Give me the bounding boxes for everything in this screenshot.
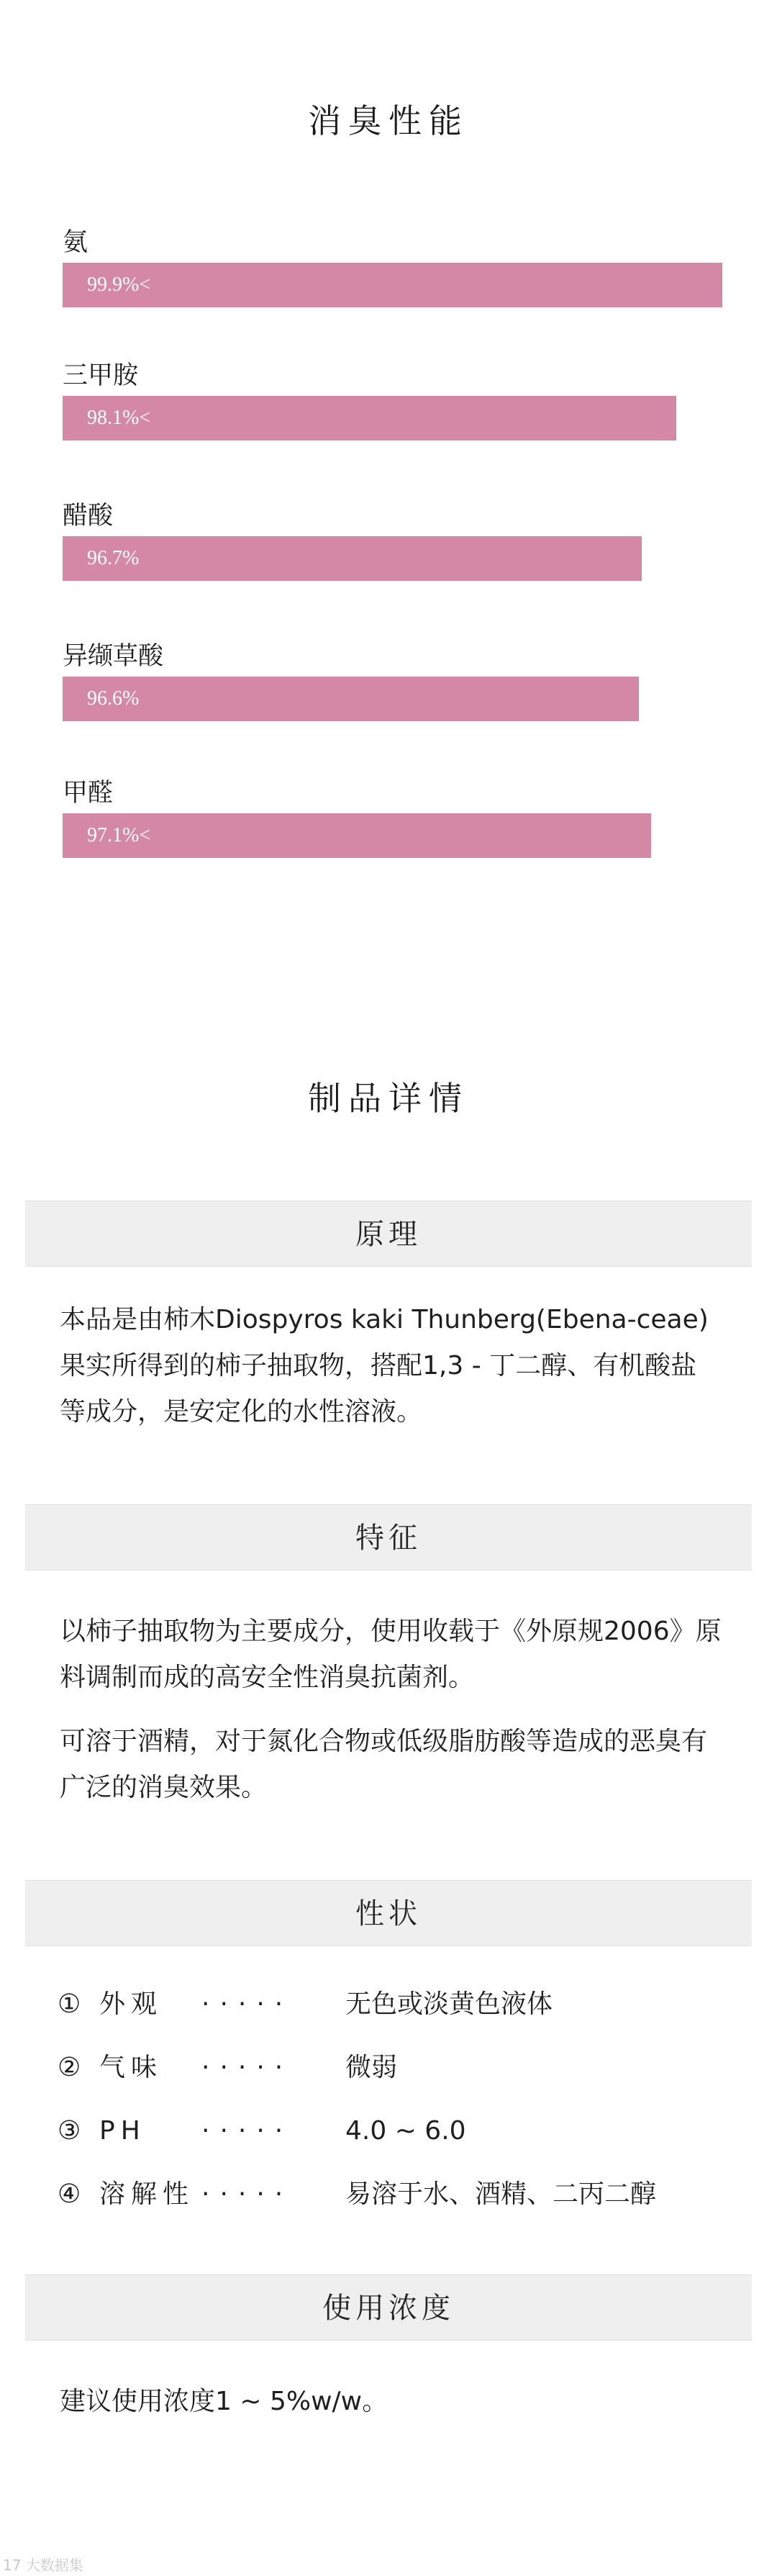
bar-label: 甲醛 (63, 779, 114, 808)
bar-value-label: 99.9%< (87, 274, 151, 296)
property-dots: ····· (201, 1989, 294, 2019)
bar-value-label: 96.7% (87, 547, 140, 569)
principle-heading: 原理 (25, 1201, 752, 1267)
property-dots: ····· (201, 2179, 294, 2209)
property-name: 气味 (99, 2053, 163, 2082)
usage-text: 建议使用浓度1 ~ 5%w/w。 (60, 2387, 388, 2416)
bar-value-label: 97.1%< (87, 824, 151, 846)
property-number: ① (58, 1989, 81, 2019)
bar-row-isovaleric-acid (63, 641, 724, 721)
watermark: 17 大数据集 (3, 2557, 83, 2574)
bar (63, 813, 651, 858)
bar-value-label: 96.6% (87, 687, 140, 710)
property-row-ph (58, 2113, 719, 2149)
property-dots: ····· (201, 2053, 294, 2082)
property-name: 溶解性 (99, 2179, 195, 2209)
usage-heading: 使用浓度 (25, 2274, 752, 2341)
property-number: ④ (58, 2179, 81, 2209)
property-number: ③ (58, 2116, 81, 2146)
deodorize-title: 消臭性能 (308, 101, 469, 140)
property-value: 微弱 (345, 2053, 398, 2082)
property-name: 外观 (99, 1989, 163, 2019)
bar (63, 263, 722, 307)
bar (63, 396, 676, 440)
bar (63, 536, 642, 581)
property-name: PH (99, 2116, 146, 2146)
principle-text: 本品是由柿木Diospyros kaki Thunberg(Ebena-ceae)果实所得到的柿子抽取物，搭配1,3 - 丁二醇、有机酸盐等成分，是安定化的水性溶液。 (60, 1305, 709, 1427)
property-row-odor (58, 2050, 719, 2086)
bar-value-label: 98.1%< (87, 407, 151, 429)
bar-row-ammonia (63, 227, 724, 307)
property-row-appearance (58, 1987, 719, 2023)
features-heading: 特征 (25, 1504, 752, 1571)
features-paragraph-1: 以柿子抽取物为主要成分，使用收载于《外原规2006》原料调制而成的高安全性消臭抗菌剂。 (60, 1617, 722, 1692)
bar-row-formaldehyde (63, 777, 724, 858)
bar-label: 醋酸 (63, 502, 114, 530)
bar (63, 677, 639, 721)
property-value: 无色或淡黄色液体 (345, 1989, 553, 2019)
property-value: 易溶于水、酒精、二丙二醇 (345, 2179, 657, 2209)
property-number: ② (58, 2053, 81, 2082)
features-paragraph-2: 可溶于酒精，对于氮化合物或低级脂肪酸等造成的恶臭有广泛的消臭效果。 (60, 1727, 708, 1802)
property-dots: ····· (201, 2116, 294, 2146)
bar-label: 三甲胺 (63, 361, 139, 390)
bar-label: 氨 (63, 228, 88, 257)
properties-heading: 性状 (25, 1880, 752, 1946)
property-value: 4.0 ~ 6.0 (345, 2116, 466, 2146)
property-row-solubility (58, 2177, 719, 2213)
details-title: 制品详情 (308, 1079, 469, 1118)
bar-row-acetic-acid (63, 500, 724, 581)
bar-label: 异缬草酸 (63, 642, 164, 671)
bar-row-trimethylamine (63, 360, 724, 440)
